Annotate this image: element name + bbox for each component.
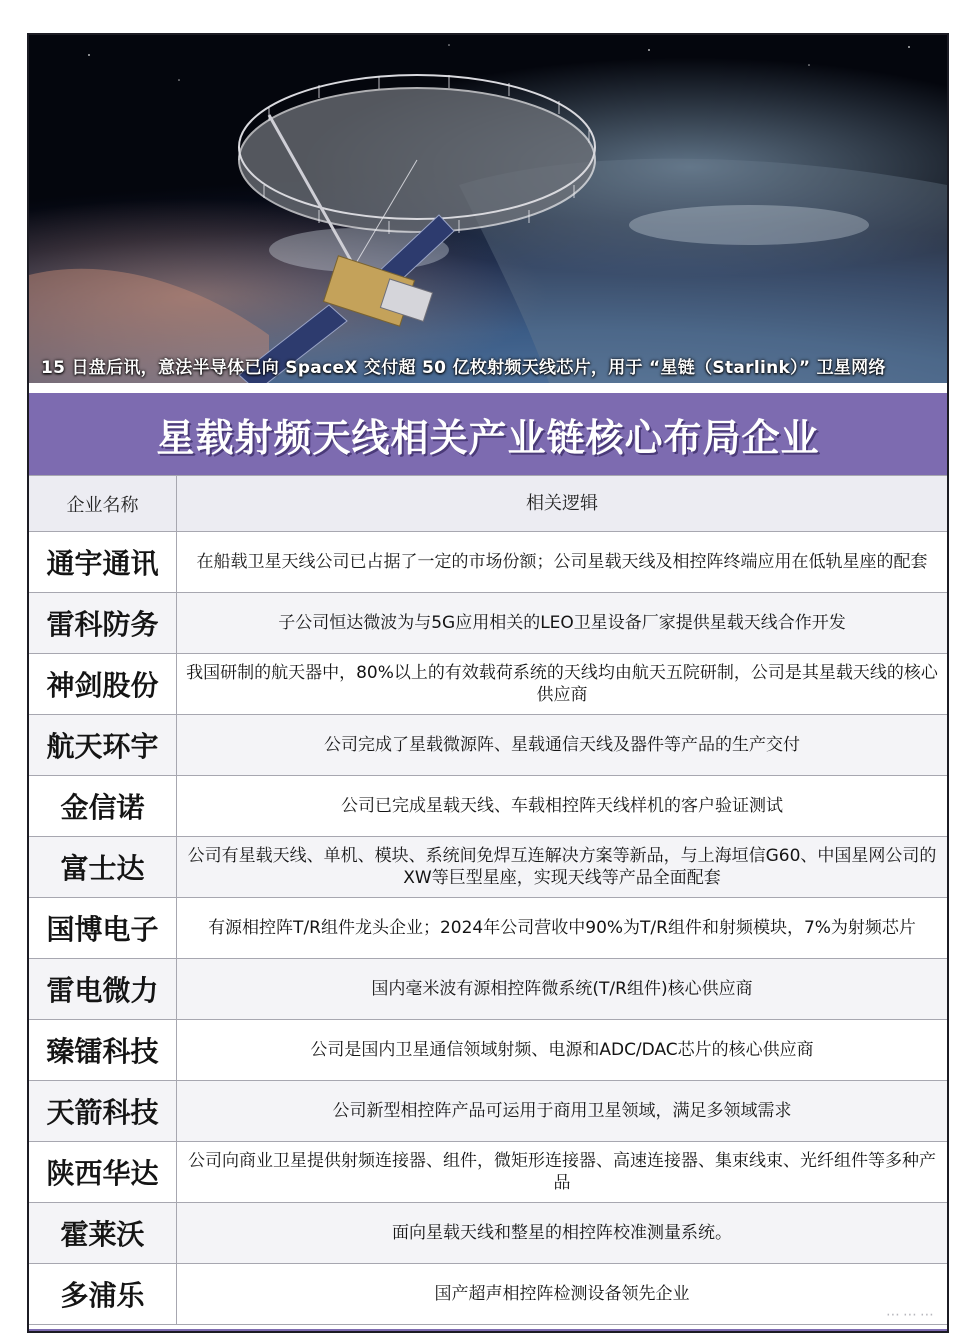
table-row xyxy=(29,1020,947,1081)
title-band xyxy=(29,393,947,475)
article-frame xyxy=(27,33,949,1333)
hero-image xyxy=(29,35,947,383)
company-name: 航天环宇 xyxy=(29,715,177,775)
watermark: ⋯⋯⋯ xyxy=(886,1307,937,1323)
company-name: 雷科防务 xyxy=(29,593,177,653)
company-name: 天箭科技 xyxy=(29,1081,177,1141)
company-name: 金信诺 xyxy=(29,776,177,836)
company-logic: 子公司恒达微波为与5G应用相关的LEO卫星设备厂家提供星载天线合作开发 xyxy=(177,593,947,653)
company-logic: 在船载卫星天线公司已占据了一定的市场份额；公司星载天线及相控阵终端应用在低轨星座的配套 xyxy=(177,532,947,592)
company-logic: 公司向商业卫星提供射频连接器、组件，微矩形连接器、高速连接器、集束线束、光纤组件等多种产品 xyxy=(177,1142,947,1202)
company-logic: 公司有星载天线、单机、模块、系统间免焊互连解决方案等新品，与上海垣信G60、中国星网公司的XW等巨型星座，实现天线等产品全面配套 xyxy=(177,837,947,897)
table-row xyxy=(29,898,947,959)
company-logic: 公司已完成星载天线、车载相控阵天线样机的客户验证测试 xyxy=(177,776,947,836)
table-row xyxy=(29,1264,947,1325)
company-logic: 公司新型相控阵产品可运用于商用卫星领域，满足多领域需求 xyxy=(177,1081,947,1141)
company-name: 臻镭科技 xyxy=(29,1020,177,1080)
page-title: 星载射频天线相关产业链核心布局企业 xyxy=(156,415,820,460)
bottom-accent-bar xyxy=(29,1329,947,1333)
company-name: 霍莱沃 xyxy=(29,1203,177,1263)
company-table xyxy=(29,475,947,1325)
table-row xyxy=(29,959,947,1020)
company-logic: 公司完成了星载微源阵、星载通信天线及器件等产品的生产交付 xyxy=(177,715,947,775)
company-name: 通宇通讯 xyxy=(29,532,177,592)
company-name: 陕西华达 xyxy=(29,1142,177,1202)
satellite-with-antenna-over-earth-icon xyxy=(29,35,947,383)
table-row xyxy=(29,1081,947,1142)
company-name: 富士达 xyxy=(29,837,177,897)
company-name: 国博电子 xyxy=(29,898,177,958)
header-related-logic: 相关逻辑 xyxy=(177,476,947,531)
table-row xyxy=(29,776,947,837)
table-row xyxy=(29,1142,947,1203)
table-row xyxy=(29,1203,947,1264)
company-logic: 面向星载天线和整星的相控阵校准测量系统。 xyxy=(177,1203,947,1263)
company-name: 多浦乐 xyxy=(29,1264,177,1324)
company-logic: 国产超声相控阵检测设备领先企业 xyxy=(177,1264,947,1324)
table-header-row xyxy=(29,476,947,532)
company-logic: 国内毫米波有源相控阵微系统(T/R组件)核心供应商 xyxy=(177,959,947,1019)
company-name: 雷电微力 xyxy=(29,959,177,1019)
hero-caption: 15 日盘后讯，意法半导体已向 SpaceX 交付超 50 亿枚射频天线芯片，用于 “星链（Starlink）” 卫星网络 xyxy=(41,358,886,378)
table-row xyxy=(29,532,947,593)
company-name: 神剑股份 xyxy=(29,654,177,714)
header-company-name: 企业名称 xyxy=(29,476,177,531)
company-logic: 有源相控阵T/R组件龙头企业；2024年公司营收中90%为T/R组件和射频模块，7%为射频芯片 xyxy=(177,898,947,958)
table-row xyxy=(29,837,947,898)
table-row xyxy=(29,593,947,654)
company-logic: 我国研制的航天器中，80%以上的有效载荷系统的天线均由航天五院研制，公司是其星载天线的核心供应商 xyxy=(177,654,947,714)
company-logic: 公司是国内卫星通信领域射频、电源和ADC/DAC芯片的核心供应商 xyxy=(177,1020,947,1080)
table-row xyxy=(29,715,947,776)
table-row xyxy=(29,654,947,715)
